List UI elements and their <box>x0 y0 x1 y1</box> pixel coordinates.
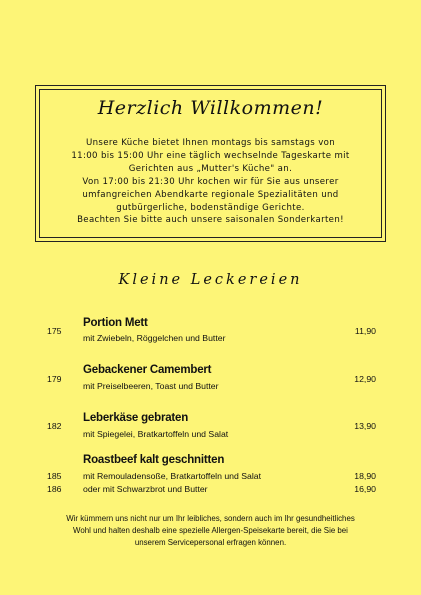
welcome-line: Gerichten aus „Mutter's Küche" an. <box>128 163 293 174</box>
dish-description: mit Preiselbeeren, Toast und Butter <box>83 381 219 391</box>
dish-price: 18,90 <box>354 471 376 481</box>
welcome-title: Herzlich Willkommen! <box>97 97 324 119</box>
dish-price: 16,90 <box>354 484 376 494</box>
dish-price: 12,90 <box>354 374 376 384</box>
dish-number: 186 <box>47 484 62 494</box>
welcome-line: 11:00 bis 15:00 Uhr eine täglich wechselnde Tageskarte mit <box>71 150 350 161</box>
welcome-box <box>35 85 386 242</box>
welcome-line: Von 17:00 bis 21:30 Uhr kochen wir für Sie aus unserer <box>82 176 339 187</box>
dish-number: 175 <box>47 326 62 336</box>
dish-description: mit Spiegelei, Bratkartoffeln und Salat <box>83 429 229 439</box>
dish-price: 11,90 <box>354 326 376 336</box>
dish-number: 182 <box>47 421 62 431</box>
section-title: Kleine Leckereien <box>118 272 303 288</box>
allergen-note-line: unserem Servicepersonal erfragen können. <box>134 538 287 547</box>
allergen-note <box>40 513 381 549</box>
dish-number: 179 <box>47 374 62 384</box>
dish-description: mit Zwiebeln, Röggelchen und Butter <box>83 333 226 343</box>
welcome-text <box>46 137 375 227</box>
dish-name: Leberkäse gebraten <box>83 412 189 424</box>
dish-description: mit Remouladensoße, Bratkartoffeln und Salat <box>83 471 262 481</box>
dish-description: oder mit Schwarzbrot und Butter <box>83 484 208 494</box>
allergen-note-line: Wohl und halten deshalb eine spezielle Allergen-Speisekarte bereit, die Sie bei <box>73 526 348 535</box>
allergen-note-line: Wir kümmern uns nicht nur um Ihr leibliches, sondern auch im Ihr gesundheitliches <box>66 514 355 523</box>
dish-name: Gebackener Camembert <box>83 364 212 376</box>
dish-number: 185 <box>47 471 62 481</box>
dish-name: Roastbeef kalt geschnitten <box>83 454 225 466</box>
welcome-line: Unsere Küche bietet Ihnen montags bis samstags von <box>85 138 336 148</box>
dish-name: Portion Mett <box>83 317 148 329</box>
welcome-line: Beachten Sie bitte auch unsere saisonalen Sonderkarten! <box>77 215 344 226</box>
welcome-line: umfangreichen Abendkarte regionale Spezialitäten und <box>82 189 339 200</box>
welcome-line: gutbürgerliche, bodenständige Gerichte. <box>116 202 305 213</box>
dish-price: 13,90 <box>354 421 376 431</box>
